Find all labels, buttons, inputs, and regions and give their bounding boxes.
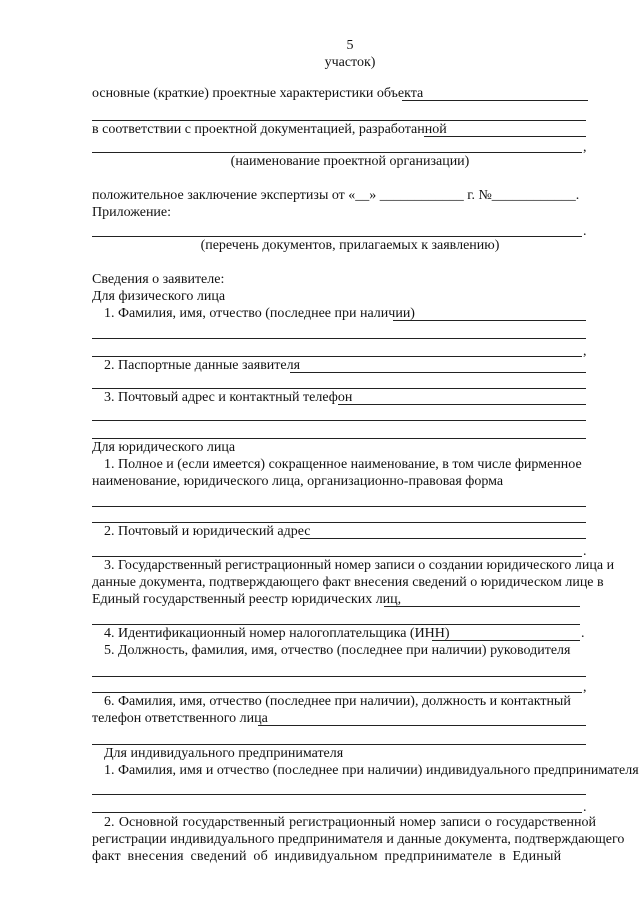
registration-number-field[interactable]: [384, 606, 580, 607]
design-org-caption: (наименование проектной организации): [230, 154, 470, 169]
characteristics-label: основные (краткие) проектные характеристики объекта: [92, 86, 424, 101]
legal-item6-line2: телефон ответственного лица: [92, 711, 268, 726]
passport-field-line2[interactable]: [92, 388, 586, 389]
legal-name-field-line2[interactable]: [92, 522, 586, 523]
address-phone-field-line2[interactable]: [92, 420, 586, 421]
design-org-field[interactable]: [424, 136, 586, 137]
comma-mark: ,: [583, 680, 587, 695]
entrepreneur-name-field-line2[interactable]: [92, 812, 582, 813]
entrepreneur-item1-label: 1. Фамилия, имя и отчество (последнее при наличии) индивидуального предпринимателя: [104, 763, 639, 778]
director-field[interactable]: [92, 676, 586, 677]
entrepreneur-name-field[interactable]: [92, 794, 586, 795]
attachment-label: Приложение:: [92, 205, 172, 220]
legal-item2-label: 2. Почтовый и юридический адрес: [104, 524, 311, 539]
responsible-person-field[interactable]: [258, 725, 586, 726]
characteristics-field-line2[interactable]: [92, 120, 586, 121]
comma-mark: ,: [583, 140, 587, 155]
design-org-field-line2[interactable]: [92, 152, 582, 153]
continuation-text: участок): [324, 55, 376, 70]
individual-item1-label: 1. Фамилия, имя, отчество (последнее при наличии): [104, 306, 415, 321]
legal-item3-line2: данные документа, подтверждающего факт внесения сведений о юридическом лице в: [92, 575, 604, 590]
individual-item3-label: 3. Почтовый адрес и контактный телефон: [104, 390, 353, 405]
applicant-section-title: Сведения о заявителе:: [92, 272, 225, 287]
dot-mark: .: [583, 544, 587, 559]
individual-name-field-line3[interactable]: [92, 356, 582, 357]
address-phone-field-line3[interactable]: [92, 438, 586, 439]
legal-item1-line2: наименование, юридического лица, организационно-правовая форма: [92, 474, 504, 489]
legal-item3-line1: 3. Государственный регистрационный номер записи о создании юридического лица и: [104, 558, 615, 573]
entrepreneur-title: Для индивидуального предпринимателя: [104, 746, 344, 761]
legal-item5-label: 5. Должность, фамилия, имя, отчество (последнее при наличии) руководителя: [104, 643, 571, 658]
legal-item4-label: 4. Идентификационный номер налогоплательщика (ИНН): [104, 626, 450, 641]
director-field-line2[interactable]: [92, 692, 582, 693]
per-documentation-label: в соответствии с проектной документацией, разработанной: [92, 122, 447, 137]
individual-title: Для физического лица: [92, 289, 226, 304]
dot-mark: .: [583, 224, 587, 239]
legal-item1-line1: 1. Полное и (если имеется) сокращенное наименование, в том числе фирменное: [104, 457, 582, 472]
individual-name-field[interactable]: [393, 320, 586, 321]
entrepreneur-item2-line1: 2. Основной государственный регистрационный номер записи о государственной: [104, 815, 596, 830]
inn-field[interactable]: [432, 640, 580, 641]
legal-item6-line1: 6. Фамилия, имя, отчество (последнее при наличии), должность и контактный: [104, 694, 571, 709]
characteristics-field[interactable]: [402, 100, 588, 101]
responsible-person-field-line2[interactable]: [92, 744, 586, 745]
legal-address-field[interactable]: [300, 538, 586, 539]
registration-number-field-line2[interactable]: [92, 624, 580, 625]
comma-mark: ,: [583, 344, 587, 359]
legal-item3-line3: Единый государственный реестр юридических лиц,: [92, 592, 402, 607]
dot-mark: .: [581, 626, 585, 641]
attachments-field[interactable]: [92, 236, 582, 237]
attachments-caption: (перечень документов, прилагаемых к заявлению): [200, 238, 500, 253]
passport-field[interactable]: [290, 372, 586, 373]
page-number: 5: [346, 38, 354, 53]
entrepreneur-item2-line2: регистрации индивидуального предпринимателя и данные документа, подтверждающего: [92, 832, 625, 847]
expertise-line: положительное заключение экспертизы от «__» ____________ г. №____________.: [92, 188, 580, 203]
individual-item2-label: 2. Паспортные данные заявителя: [104, 358, 301, 373]
legal-title: Для юридического лица: [92, 440, 236, 455]
legal-address-field-line2[interactable]: [92, 556, 582, 557]
legal-name-field[interactable]: [92, 506, 586, 507]
address-phone-field[interactable]: [338, 404, 586, 405]
entrepreneur-item2-line3: факт внесения сведений об индивидуальном предпринимателе в Единый: [92, 849, 562, 864]
dot-mark: .: [583, 800, 587, 815]
individual-name-field-line2[interactable]: [92, 338, 586, 339]
